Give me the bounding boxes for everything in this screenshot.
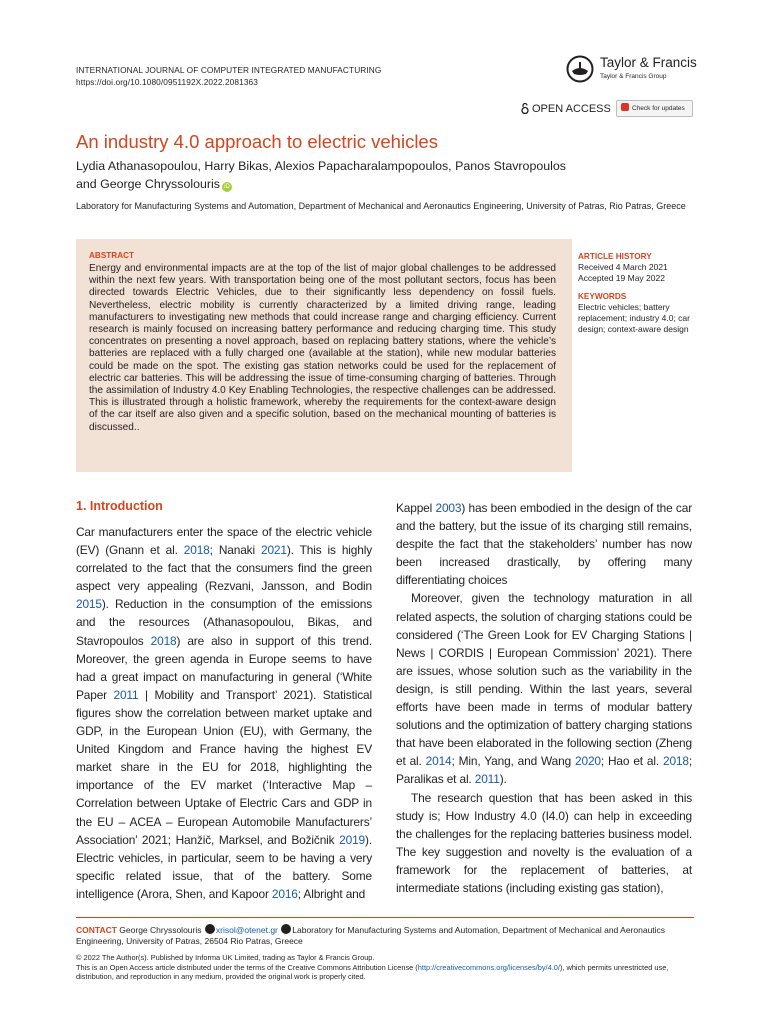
text-run: ) are also in support of this trend. Moreover, the green agenda in Europe seems to have had a great impact on manufacturing in general (‘White Paper (76, 633, 372, 702)
text-run: ). Reduction in the consumption of the emissions and the resources (Athanasopoulou, Bikas, and Stavropoulos (76, 597, 372, 648)
open-lock-icon (521, 103, 529, 114)
paragraph: The research question that has been asked in this study is; How Industry 4.0 (I4.0) can help in exceeding the challenges for the replacing batteries business model. The key suggestion and novelty is the evaluation of a framework for the replacement of batteries, at intermediate stations (including existing gas station), (396, 790, 692, 895)
affiliation: Laboratory for Manufacturing Systems and Automation, Department of Mechanical and Aeronautics Engineering, University of Patras, Rio Patras, Greece (76, 201, 686, 211)
citation-link[interactable]: 2014 (425, 754, 452, 769)
citation-link[interactable]: 2018 (662, 754, 689, 769)
journal-name: INTERNATIONAL JOURNAL OF COMPUTER INTEGRATED MANUFACTURING (76, 65, 382, 75)
contact-block (76, 924, 696, 947)
citation-link[interactable]: 2018 (150, 633, 177, 648)
taylor-francis-logo-icon (566, 55, 594, 83)
footer-divider (76, 917, 694, 918)
abstract-box (76, 239, 572, 472)
paragraph (396, 589, 692, 788)
text-run: ; Albright and (297, 886, 366, 901)
section-heading: 1. Introduction (76, 499, 163, 513)
text-run: ). (499, 772, 507, 787)
contact-address: Laboratory for Manufacturing Systems and Automation, Department of Mechanical and Aeronautics Engineering, University of Patras, 26504 Rio Patras, Greece (76, 925, 666, 946)
article-title: An industry 4.0 approach to electric vehicles (76, 131, 438, 152)
article-sidebar (578, 251, 698, 335)
text-run: This is an Open Access article distributed under the terms of the Creative Commons Attribution License ( (76, 962, 418, 972)
text-run: ; Paralikas et al. (396, 754, 692, 787)
check-updates-label: Check for updates (632, 105, 685, 112)
license-link[interactable]: http://creativecommons.org/licenses/by/4.0/ (417, 962, 560, 972)
authors-line-2: and George Chryssolouris (76, 177, 220, 191)
citation-link[interactable]: 2003 (435, 501, 462, 515)
journal-header (76, 64, 381, 88)
text-run: Moreover, given the technology maturation in all related aspects, the solution of charging stations could be considered (‘The Green Look for EV Charging Stations | News | CORDIS | European Commission’ 2021). There are issues, whose solution such as the variability in the design, is still pending. Within the last years, several efforts have been made in terms of modular battery solutions and the optimization of battery charging stations that have been elaborated in the following section (Zheng et al. (396, 591, 692, 769)
copyright-line: © 2022 The Author(s). Published by Informa UK Limited, trading as Taylor & Francis Group. (76, 953, 375, 962)
citation-link[interactable]: 2011 (113, 687, 139, 702)
citation-link[interactable]: 2021 (260, 543, 287, 558)
contact-name: George Chryssolouris (119, 925, 202, 935)
text-run: ) has been embodied in the design of the car and the battery, but the issue of its charging still remains, despite the fact that the stakeholders’ number has now been increased drastically, by offering many differentiating choices (396, 501, 692, 588)
publisher-group: Taylor & Francis Group (600, 73, 667, 80)
text-run: | Mobility and Transport’ 2021). Statistical figures show the correlation between market uptake and GDP, in the European Union (EU), with Germany, the United Kingdom and France having the highest EV market share in the EU for 2018, highlighting the importance of the EV market (‘Interactive Map – Correlation between Uptake of Electric Cars and GDP in the EU – ACEA – European Automobile Manufacturers’ Association’ 2021; Hanžič, Marksel, and Božičnik (76, 687, 372, 847)
text-run: ), which permits unrestricted use, distribution, and reproduction in any medium, provided the original work is properly cited. (76, 962, 669, 982)
open-access-badge (521, 103, 611, 115)
body-column-right (396, 499, 692, 897)
check-updates-icon (621, 103, 629, 111)
address-icon (281, 924, 291, 934)
citation-link[interactable]: 2015 (76, 597, 102, 612)
license-line (76, 963, 696, 982)
open-access-label: OPEN ACCESS (532, 103, 611, 115)
copyright-footer (76, 953, 696, 982)
text-run: ; Min, Yang, and Wang (451, 754, 576, 769)
doi-link[interactable]: https://doi.org/10.1080/0951192X.2022.2081363 (76, 77, 258, 87)
keywords-text: Electric vehicles; battery replacement; industry 4.0; car design; context-aware design (578, 302, 690, 334)
text-run: ). Electric vehicles, in particular, seem to be having a very specific related issue, that of the battery. Some intelligence (Arora, Shen, and Kapoor (76, 832, 372, 901)
abstract-text: Energy and environmental impacts are at the top of the list of major global challenges to be addressed within the next few years. With transportation being one of the most pollutant sectors, focus has been directed towards Electric Vehicles, due to their significantly less dependency on fossil fuels. Nevertheless, electric mobility is currently characterized by a limited driving range, leading manufacturers to investigating new methods that could increase range and charging efficiency. Current research is mainly focused on increasing battery performance and reducing charging time. This study concentrates on presenting a novel approach, based on replacing battery stations, where the vehicle’s batteries are replaced with a fully charged one (available at the station), while new modular batteries could be made on the spot. The existing gas station networks could be used for the replacement of electric car batteries. This will be addressing the issue of time-consuming charging of batteries. Through the assimilation of Industry 4.0 Key Enabling Technologies, the respective challenges can be addressed. This is illustrated through a holistic framework, whereby the requirements for the context-aware design of the car itself are also given and a specific solution, based on the mechanical mounting of batteries is discussed.. (89, 263, 556, 433)
contact-email-link[interactable]: xrisol@otenet.gr (215, 925, 278, 935)
citation-link[interactable]: 2016 (271, 886, 298, 901)
abstract-label: ABSTRACT (89, 251, 135, 260)
citation-link[interactable]: 2019 (339, 832, 366, 847)
text-run: Kappel (396, 501, 436, 515)
paragraph (76, 523, 372, 903)
citation-link[interactable]: 2018 (183, 543, 210, 558)
author-list (76, 157, 696, 193)
citation-link[interactable]: 2011 (474, 772, 500, 787)
text-run: ). This is highly correlated to the fact that the consumers find the green aspect very appealing (Rezvani, Jansson, and Bodin (76, 543, 372, 594)
publisher-name: Taylor & Francis (600, 55, 697, 70)
received-date: Received 4 March 2021 (578, 262, 668, 272)
accepted-date: Accepted 19 May 2022 (578, 273, 665, 283)
citation-link[interactable]: 2020 (575, 754, 601, 769)
paragraph (396, 499, 692, 589)
keywords-label: KEYWORDS (578, 292, 627, 301)
text-run: ; Hao et al. (600, 754, 663, 769)
email-icon (205, 924, 215, 934)
authors-line-1: Lydia Athanasopoulou, Harry Bikas, Alexios Papacharalampopoulos, Panos Stavropoulos (76, 159, 566, 173)
contact-label: CONTACT (76, 925, 117, 935)
text-run: Car manufacturers enter the space of the electric vehicle (EV) (Gnann et al. (76, 525, 372, 558)
body-column-left (76, 523, 372, 903)
check-updates-button[interactable] (616, 100, 693, 117)
history-label: ARTICLE HISTORY (578, 252, 652, 261)
text-run: ; Nanaki (209, 543, 261, 558)
orcid-icon[interactable]: iD (222, 182, 232, 192)
